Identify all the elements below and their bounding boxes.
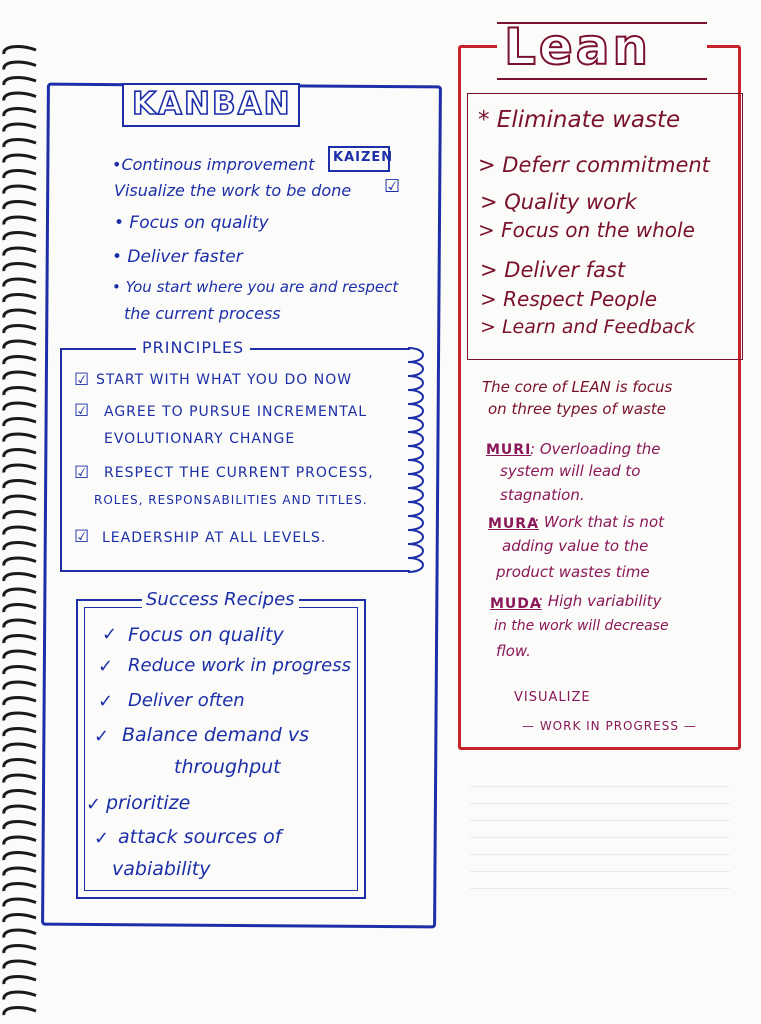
lean-item-6: > Respect People xyxy=(480,287,658,311)
spiral-coil xyxy=(4,388,36,395)
spiral-coil xyxy=(4,217,36,224)
spiral-coil xyxy=(4,155,36,162)
spiral-coil xyxy=(4,558,36,565)
checkbox-icon: ☑ xyxy=(74,401,90,421)
success-item-8: vabiability xyxy=(112,858,211,880)
kanban-bullet-2: Visualize the work to be done xyxy=(114,181,352,200)
visualize-label: VISUALIZE xyxy=(514,690,591,705)
spiral-coil xyxy=(4,481,36,488)
spiral-coil xyxy=(4,496,36,503)
spiral-coil xyxy=(4,636,36,643)
spiral-coil xyxy=(4,93,36,100)
muda-term: MUDA xyxy=(490,596,542,612)
success-item-2: Reduce work in progress xyxy=(128,655,352,676)
muri-term: MURI xyxy=(486,442,532,458)
mura-line-1: : Work that is not xyxy=(534,513,664,531)
spiral-coil xyxy=(4,62,36,69)
principles-wavy-edge xyxy=(402,346,432,576)
kanban-bullet-1: •Continous improvement xyxy=(112,155,315,174)
spiral-coil xyxy=(4,977,36,984)
success-item-1: Focus on quality xyxy=(128,624,284,646)
success-recipes-heading: Success Recipes xyxy=(142,589,299,610)
spiral-coil xyxy=(4,791,36,798)
spiral-coil xyxy=(4,403,36,410)
success-recipes-frame-inner xyxy=(84,607,358,891)
principle-line-2: AGREE TO PURSUE INCREMENTAL xyxy=(104,404,368,420)
spiral-coil xyxy=(4,837,36,844)
principle-line-3: EVOLUTIONARY CHANGE xyxy=(104,431,296,447)
checkbox-icon: ☑ xyxy=(74,370,90,390)
spiral-coil xyxy=(4,682,36,689)
lean-core-line-2: on three types of waste xyxy=(488,400,666,418)
principle-line-1: START WITH WHAT YOU DO NOW xyxy=(96,372,353,388)
spiral-coil xyxy=(4,806,36,813)
muri-line-3: stagnation. xyxy=(500,486,585,504)
checkmark-icon: ✓ xyxy=(86,794,102,815)
muri-line-2: system will lead to xyxy=(500,462,641,480)
spiral-coil xyxy=(4,527,36,534)
kanban-title: KANBAN xyxy=(132,86,292,122)
spiral-coil xyxy=(4,899,36,906)
muda-line-2: in the work will decrease xyxy=(494,618,669,634)
spiral-coil xyxy=(4,434,36,441)
spiral-coil xyxy=(4,233,36,240)
lean-title: Lean xyxy=(504,18,652,76)
lean-item-1: * Eliminate waste xyxy=(478,107,681,133)
spiral-coil xyxy=(4,140,36,147)
checkmark-icon: ✓ xyxy=(98,656,114,677)
spiral-coil xyxy=(4,279,36,286)
spiral-coil xyxy=(4,372,36,379)
spiral-coil xyxy=(4,698,36,705)
spiral-coil xyxy=(4,713,36,720)
success-item-5: throughput xyxy=(174,756,281,778)
spiral-binding-icon xyxy=(0,40,40,1020)
spiral-coil xyxy=(4,202,36,209)
spiral-coil xyxy=(4,884,36,891)
spiral-coil xyxy=(4,295,36,302)
spiral-coil xyxy=(4,760,36,767)
kanban-bullet-6: the current process xyxy=(124,304,281,323)
spiral-coil xyxy=(4,651,36,658)
spiral-coil xyxy=(4,512,36,519)
spiral-coil xyxy=(4,744,36,751)
success-item-7: attack sources of xyxy=(118,826,282,848)
spiral-coil xyxy=(4,450,36,457)
spiral-coil xyxy=(4,822,36,829)
mura-line-3: product wastes time xyxy=(496,563,650,581)
spiral-coil xyxy=(4,326,36,333)
spiral-coil xyxy=(4,915,36,922)
checkmark-icon: ✓ xyxy=(98,691,114,712)
spiral-coil xyxy=(4,310,36,317)
success-item-4: Balance demand vs xyxy=(122,724,310,746)
spiral-coil xyxy=(4,419,36,426)
spiral-coil xyxy=(4,264,36,271)
kanban-bullet-3: • Focus on quality xyxy=(114,213,269,233)
spiral-coil xyxy=(4,465,36,472)
faint-bleedthrough xyxy=(470,770,730,890)
spiral-coil xyxy=(4,78,36,85)
spiral-coil xyxy=(4,186,36,193)
wip-label: — WORK IN PROGRESS — xyxy=(522,719,697,733)
spiral-coil xyxy=(4,109,36,116)
mura-line-2: adding value to the xyxy=(502,537,649,555)
spiral-coil xyxy=(4,853,36,860)
spiral-coil xyxy=(4,124,36,131)
checkbox-icon: ☑ xyxy=(74,463,90,483)
lean-item-5: > Deliver fast xyxy=(480,258,626,282)
mura-term: MURA xyxy=(488,516,539,532)
spiral-coil xyxy=(4,171,36,178)
spiral-coil xyxy=(4,868,36,875)
spiral-coil xyxy=(4,946,36,953)
kanban-bullet-4: • Deliver faster xyxy=(112,247,243,267)
lean-item-7: > Learn and Feedback xyxy=(480,316,696,338)
spiral-coil xyxy=(4,729,36,736)
spiral-coil xyxy=(4,589,36,596)
spiral-coil xyxy=(4,930,36,937)
kaizen-label: KAIZEN xyxy=(333,150,394,165)
lean-item-3: > Quality work xyxy=(480,190,637,214)
muda-line-3: flow. xyxy=(496,642,531,660)
checkmark-icon: ✓ xyxy=(94,828,110,849)
muda-line-1: : High variability xyxy=(538,592,662,610)
principle-line-5: ROLES, RESPONSABILITIES AND TITLES. xyxy=(94,493,368,507)
spiral-coil xyxy=(4,620,36,627)
lean-item-2: > Deferr commitment xyxy=(478,153,710,177)
principles-heading: PRINCIPLES xyxy=(136,338,250,357)
checkmark-icon: ✓ xyxy=(102,624,118,645)
checkmark-icon: ✓ xyxy=(94,726,110,747)
success-item-3: Deliver often xyxy=(128,690,245,711)
principle-line-6: LEADERSHIP AT ALL LEVELS. xyxy=(102,530,327,546)
muri-line-1: : Overloading the xyxy=(530,440,661,458)
success-item-6: prioritize xyxy=(106,792,191,814)
spiral-coil xyxy=(4,47,36,54)
lean-item-4: > Focus on the whole xyxy=(478,218,695,242)
principle-line-4: RESPECT THE CURRENT PROCESS, xyxy=(104,465,374,481)
kanban-bullet-5: • You start where you are and respect xyxy=(112,278,399,296)
spiral-coil xyxy=(4,543,36,550)
spiral-coil xyxy=(4,605,36,612)
spiral-coil xyxy=(4,667,36,674)
spiral-coil xyxy=(4,1008,36,1015)
spiral-coil xyxy=(4,574,36,581)
spiral-coil xyxy=(4,248,36,255)
spiral-coil xyxy=(4,341,36,348)
checkbox-icon: ☑ xyxy=(384,176,401,197)
spiral-coil xyxy=(4,775,36,782)
spiral-coil xyxy=(4,357,36,364)
spiral-coil xyxy=(4,961,36,968)
lean-core-line-1: The core of LEAN is focus xyxy=(482,378,673,396)
checkbox-icon: ☑ xyxy=(74,527,90,547)
spiral-coil xyxy=(4,992,36,999)
